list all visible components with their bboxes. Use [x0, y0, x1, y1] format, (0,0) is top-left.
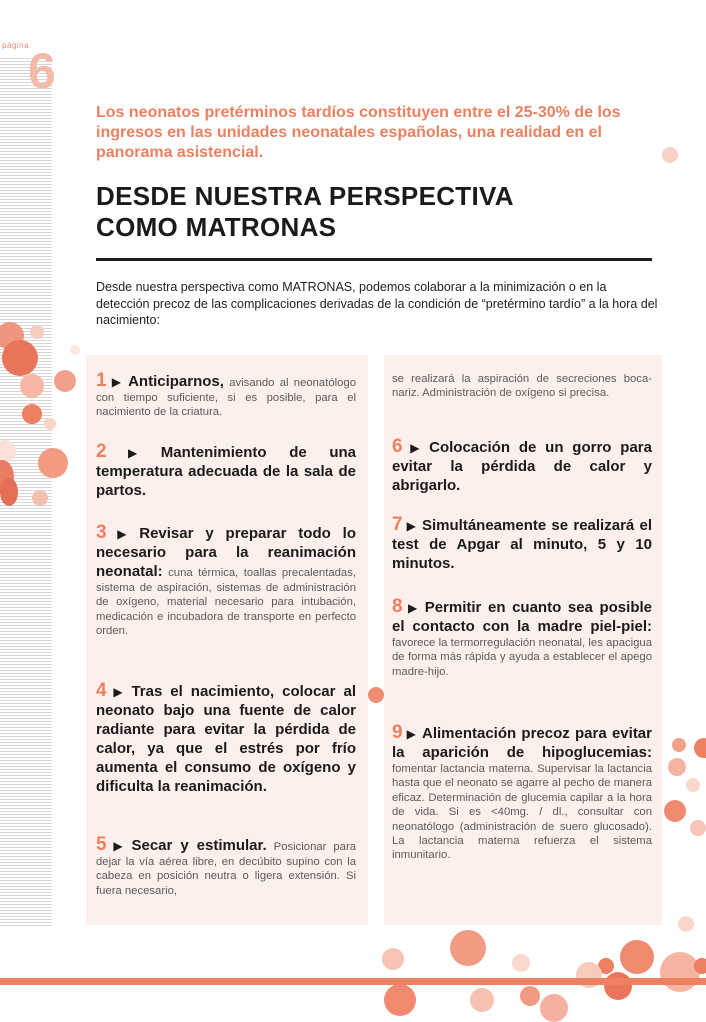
decorative-dot — [384, 984, 416, 1016]
list-item — [392, 598, 652, 679]
decorative-dot — [540, 994, 568, 1022]
decorative-dot — [22, 404, 42, 424]
list-item — [392, 724, 652, 863]
decorative-dot — [520, 986, 540, 1006]
decorative-dot — [54, 370, 76, 392]
decorative-dot — [382, 948, 404, 970]
list-item — [96, 682, 356, 796]
decorative-dot — [44, 418, 56, 430]
decorative-dot — [0, 478, 18, 506]
decorative-dot — [620, 940, 654, 974]
arrow-icon: ▶ — [405, 601, 420, 615]
decorative-dot — [30, 325, 44, 339]
decorative-dot — [690, 820, 706, 836]
item-heading: Alimentación precoz para evitar la aparición de hipoglucemias: — [392, 725, 652, 761]
decorative-dot — [686, 778, 700, 792]
item-heading: Tras el nacimiento, colocar al neonato bajo una fuente de calor radiante para evitar la pérdida de calor, ya que el estrés por frío aumenta el consumo de oxígeno y dificulta la reanimación. — [96, 683, 356, 795]
item-heading: Secar y estimular. — [131, 837, 267, 854]
decorative-dot — [694, 738, 706, 758]
decorative-dot — [70, 345, 80, 355]
arrow-icon: ▶ — [109, 375, 124, 389]
item-body: favorece la termorregulación neonatal, les apacigua de forma más rápida y ayuda a establecer el apego madre-hijo. — [392, 637, 652, 678]
item-body: fomentar lactancia materna. Supervisar la lactancia hasta que el neonato se agarre al pecho de manera eficaz. Determinación de glucemia capilar a la hora de vida. Si es <40mg. / dl., consultar con neonatólogo (administración de suero glucosado). La lactancia materna refuerza el sistema inmunitario. — [392, 763, 652, 862]
decorative-dot — [668, 758, 686, 776]
item-number: 9 — [392, 722, 403, 743]
arrow-icon: ▶ — [405, 727, 417, 741]
item-body: cuna térmica, toallas precalentadas, sistema de aspiración, sistemas de administración de oxígeno, material necesario para intubación, medicación e incubadora de transporte en perfecto orden. — [96, 567, 356, 638]
decorative-dot — [20, 374, 44, 398]
decorative-dot — [694, 958, 706, 974]
decorative-dot — [512, 954, 530, 972]
arrow-icon: ▶ — [109, 839, 127, 853]
item-number: 4 — [96, 680, 107, 701]
item-heading: Anticiparnos, — [128, 373, 224, 390]
decorative-dot — [450, 930, 486, 966]
arrow-icon: ▶ — [109, 527, 135, 541]
item-number: 1 — [96, 370, 107, 391]
decorative-dot — [664, 800, 686, 822]
item-heading: Colocación de un gorro para evitar la pérdida de calor y abrigarlo. — [392, 439, 652, 494]
decorative-dot — [368, 687, 384, 703]
item-heading: Permitir en cuanto sea posible el contacto con la madre piel-piel: — [392, 599, 652, 635]
decorative-dot — [470, 988, 494, 1012]
list-item — [96, 372, 356, 420]
headline-line-2: COMO MATRONAS — [96, 212, 337, 242]
bottom-bar — [0, 978, 706, 985]
decorative-dot — [32, 490, 48, 506]
item-heading: Mantenimiento de una temperatura adecuada de la sala de partos. — [96, 444, 356, 499]
arrow-icon: ▶ — [109, 685, 127, 699]
headline-line-1: DESDE NUESTRA PERSPECTIVA — [96, 181, 514, 211]
decorative-dot — [678, 916, 694, 932]
list-item-continuation — [392, 372, 652, 401]
decorative-dot — [662, 147, 678, 163]
list-item — [392, 516, 652, 573]
arrow-icon: ▶ — [405, 441, 425, 455]
item-number: 2 — [96, 441, 107, 462]
arrow-icon: ▶ — [405, 519, 417, 533]
item-body: Posicionar para dejar la vía aérea libre, en decúbito supino con la cabeza en posición neutra o ligera extensión. Si fuera necesario, — [96, 841, 356, 897]
item-number: 3 — [96, 522, 107, 543]
decorative-dot — [672, 738, 686, 752]
item-heading: Revisar y preparar todo lo necesario para la reanimación neonatal: — [96, 525, 356, 580]
decorative-dot — [38, 448, 68, 478]
list-item — [96, 524, 356, 639]
decorative-dot — [604, 972, 632, 1000]
item-number: 7 — [392, 514, 403, 535]
list-item — [392, 438, 652, 495]
item-number: 5 — [96, 834, 107, 855]
item-heading: Simultáneamente se realizará el test de Apgar al minuto, 5 y 10 minutos. — [392, 517, 653, 572]
item-body: avisando al neonatólogo con tiempo suficiente, si es posible, para el nacimiento de la criatura. — [96, 377, 356, 419]
headline — [96, 181, 656, 243]
list-item — [96, 836, 356, 898]
page-number: 6 — [28, 43, 56, 99]
lead-paragraph: Desde nuestra perspectiva como MATRONAS, podemos colaborar a la minimización o en la detección precoz de las complicaciones derivadas de la condición de “pretérmino tardío” a la hora del nacimiento: — [96, 280, 658, 327]
headline-rule — [96, 258, 652, 261]
decorative-dot — [660, 952, 700, 992]
item-number: 6 — [392, 436, 403, 457]
arrow-icon: ▶ — [109, 446, 156, 460]
item-body: se realizará la aspiración de secreciones boca-nariz. Administración de oxígeno si precisa. — [392, 373, 652, 400]
item-number: 8 — [392, 596, 403, 617]
decorative-dot — [2, 340, 38, 376]
list-item — [96, 443, 356, 500]
intro-text: Los neonatos pretérminos tardíos constituyen entre el 25-30% de los ingresos en las unidades neonatales españolas, una realidad en el panorama asistencial. — [96, 104, 621, 161]
page-label: página — [2, 41, 30, 50]
